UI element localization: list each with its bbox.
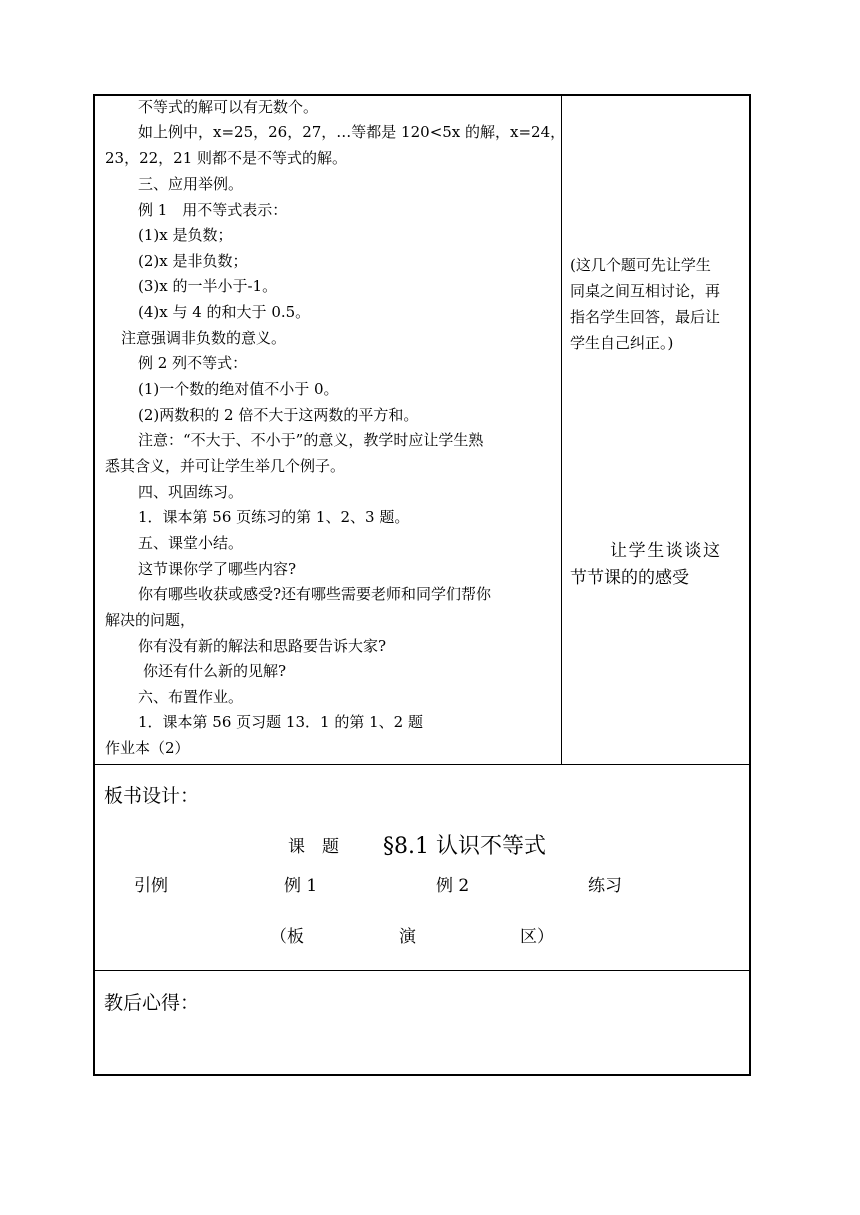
column-divider: [561, 96, 562, 765]
text-line: 解决的问题，: [105, 611, 196, 629]
board-item: 引例: [134, 876, 168, 896]
text-line: 悉其含义，并可让学生举几个例子。: [105, 457, 346, 475]
text-line: (2)x 是非负数；: [138, 252, 248, 270]
board-zone-label: （板: [270, 927, 304, 947]
lesson-plan-table: [93, 94, 751, 1076]
text-line: (1)x 是负数；: [138, 226, 233, 244]
text-line: 如上例中，x=25，26，27，…等都是 120<5x 的解，x=24，: [138, 123, 566, 141]
text-line: 例 2 列不等式：: [138, 354, 248, 372]
text-line: 不等式的解可以有无数个。: [138, 98, 319, 116]
reflection-heading: 教后心得：: [104, 992, 200, 1014]
text-line: 注意强调非负数的意义。: [121, 329, 287, 347]
text-line: (2)两数积的 2 倍不大于这两数的平方和。: [138, 406, 419, 424]
text-line: 三、应用举例。: [138, 175, 244, 193]
text-line: 1．课本第 56 页练习的第 1、2、3 题。: [138, 508, 410, 526]
text-line: 五、课堂小结。: [138, 534, 244, 552]
board-item: 例 1: [284, 876, 318, 896]
side-note-2-line: 节节课的的感受: [570, 568, 689, 588]
board-title: §8.1 认识不等式: [383, 834, 546, 859]
board-item: 练习: [588, 876, 622, 896]
board-design-heading: 板书设计：: [104, 785, 200, 807]
text-line: 这节课你学了哪些内容?: [138, 560, 297, 578]
text-line: 作业本（2）: [105, 739, 190, 757]
text-line: 1．课本第 56 页习题 13．1 的第 1、2 题: [138, 713, 423, 731]
text-line: 你还有什么新的见解?: [143, 662, 287, 680]
side-note-1-line: (这几个题可先让学生: [570, 256, 711, 274]
text-line: 六、布置作业。: [138, 688, 244, 706]
text-line: (4)x 与 4 的和大于 0.5。: [138, 303, 311, 321]
board-title-label: 课 题: [288, 837, 339, 857]
text-line: 四、巩固练习。: [138, 483, 244, 501]
side-note-1-line: 学生自己纠正。): [570, 334, 674, 352]
board-item: 例 2: [436, 876, 470, 896]
text-line: 你有没有新的解法和思路要告诉大家?: [138, 637, 387, 655]
text-line: 例 1 用不等式表示：: [138, 201, 288, 219]
section-divider: [95, 764, 749, 765]
side-note-1-line: 同桌之间互相讨论，再: [570, 282, 721, 300]
board-zone-label: 区）: [520, 927, 554, 947]
side-note-2-line: 让学生谈谈这: [610, 541, 722, 561]
board-zone-label: 演: [399, 927, 416, 947]
text-line: (3)x 的一半小于-1。: [138, 277, 278, 295]
side-note-1-line: 指名学生回答，最后让: [570, 308, 721, 326]
text-line: 23，22，21 则都不是不等式的解。: [105, 149, 348, 167]
section-divider: [95, 970, 749, 971]
text-line: 你有哪些收获或感受?还有哪些需要老师和同学们帮你: [138, 585, 492, 603]
text-line: (1)一个数的绝对值不小于 0。: [138, 380, 339, 398]
text-line: 注意：“不大于、不小于”的意义，教学时应让学生熟: [138, 431, 484, 449]
